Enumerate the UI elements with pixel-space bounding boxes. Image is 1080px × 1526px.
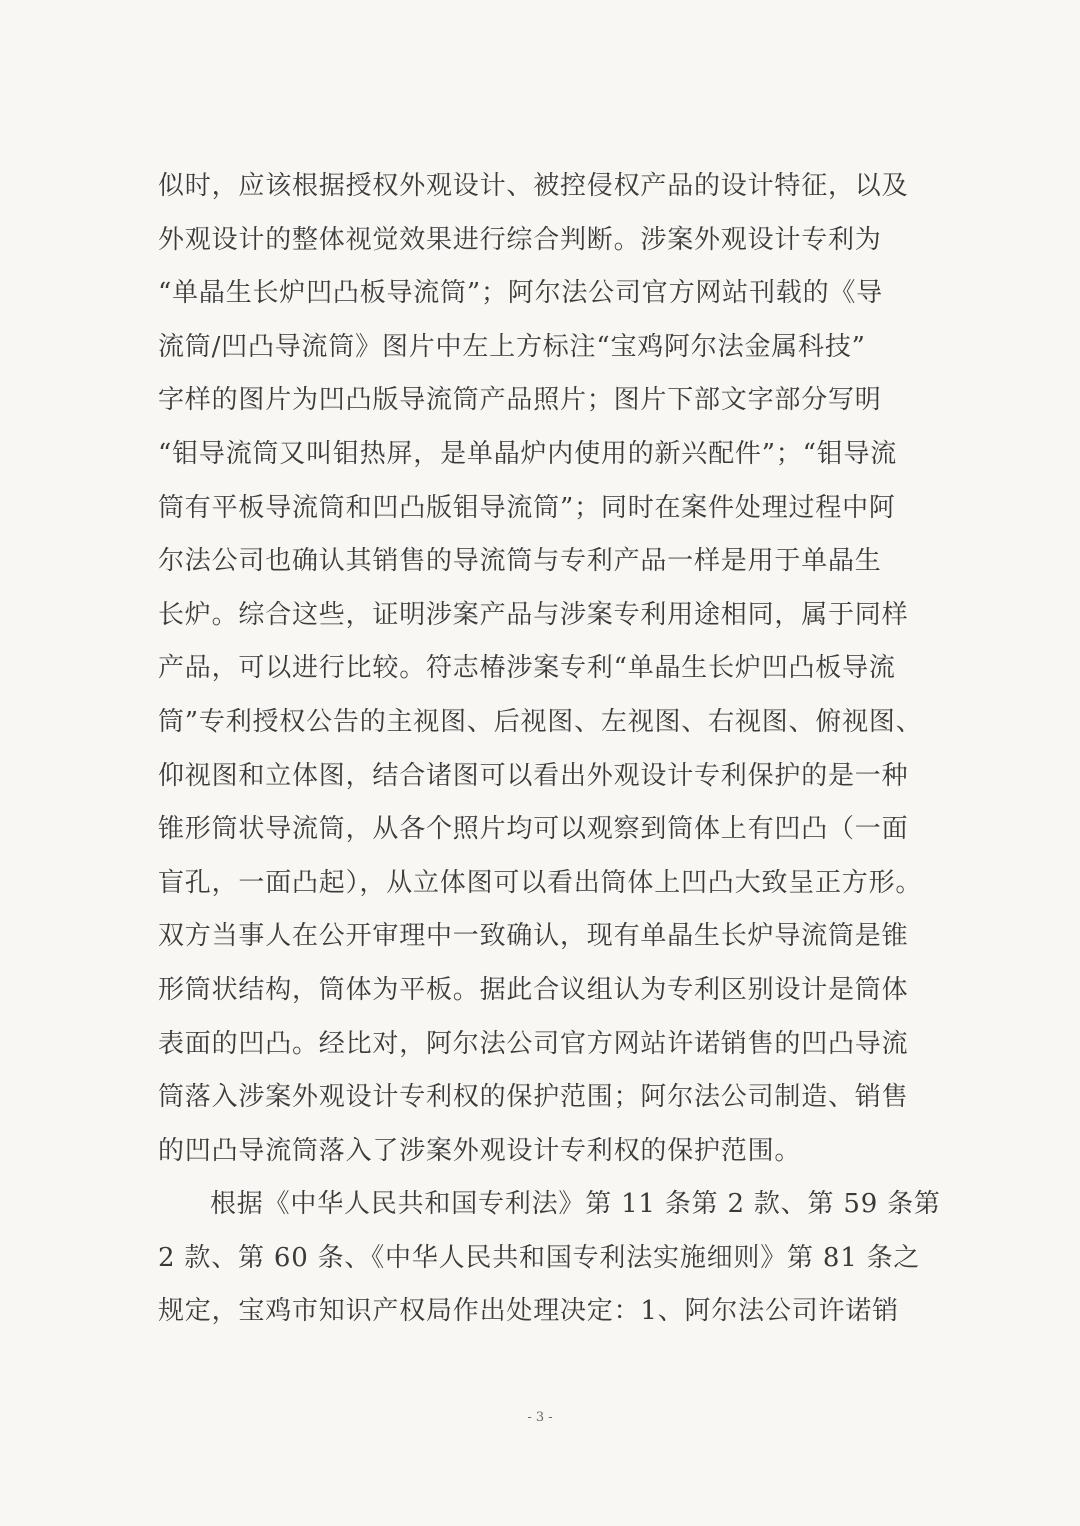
paragraph-start-line: 根据《中华人民共和国专利法》第 11 条第 2 款、第 59 条第 — [210, 1189, 941, 1220]
text-line: 筒有平板导流筒和凹凸版钼导流筒”；同时在案件处理过程中阿 — [158, 492, 896, 523]
text-line: 长炉。综合这些，证明涉案产品与涉案专利用途相同，属于同样 — [158, 599, 909, 630]
body-text — [158, 160, 958, 1339]
text-line: 盲孔，一面凸起），从立体图可以看出筒体上凹凸大致呈正方形。 — [158, 867, 923, 898]
text-line: 双方当事人在公开审理中一致确认，现有单晶生长炉导流筒是锥 — [158, 921, 909, 952]
text-line: 的凹凸导流筒落入了涉案外观设计专利权的保护范围。 — [158, 1135, 802, 1166]
page-number: - 3 - — [527, 1410, 553, 1425]
text-line: 尔法公司也确认其销售的导流筒与专利产品一样是用于单晶生 — [158, 546, 882, 577]
text-line: 似时，应该根据授权外观设计、被控侵权产品的设计特征，以及 — [158, 171, 909, 201]
text-line: 流筒/凹凸导流筒》图片中左上方标注“宝鸡阿尔法金属科技” — [158, 331, 866, 362]
text-line: “单晶生长炉凹凸板导流筒”；阿尔法公司官方网站刊载的《导 — [158, 278, 883, 309]
text-line: 仰视图和立体图，结合诸图可以看出外观设计专利保护的是一种 — [158, 760, 909, 791]
text-line: 表面的凹凸。经比对，阿尔法公司官方网站许诺销售的凹凸导流 — [158, 1028, 909, 1059]
text-line: 规定，宝鸡市知识产权局作出处理决定：1、阿尔法公司许诺销 — [158, 1296, 899, 1327]
text-line: 字样的图片为凹凸版导流筒产品照片；图片下部文字部分写明 — [158, 385, 882, 416]
text-line: “钼导流筒又叫钼热屏，是单晶炉内使用的新兴配件”；“钼导流 — [158, 438, 898, 469]
text-line: 外观设计的整体视觉效果进行综合判断。涉案外观设计专利为 — [158, 224, 882, 255]
text-line: 2 款、第 60 条、《中华人民共和国专利法实施细则》第 81 条之 — [158, 1242, 921, 1273]
text-line: 形筒状结构，筒体为平板。据此合议组认为专利区别设计是筒体 — [158, 974, 909, 1005]
text-line: 锥形筒状导流筒，从各个照片均可以观察到筒体上有凹凸（一面 — [158, 814, 909, 845]
text-line: 筒落入涉案外观设计专利权的保护范围；阿尔法公司制造、销售 — [158, 1082, 909, 1113]
text-line: 筒”专利授权公告的主视图、后视图、左视图、右视图、俯视图、 — [158, 706, 923, 737]
text-line: 产品，可以进行比较。符志椿涉案专利“单晶生长炉凹凸板导流 — [158, 653, 896, 684]
